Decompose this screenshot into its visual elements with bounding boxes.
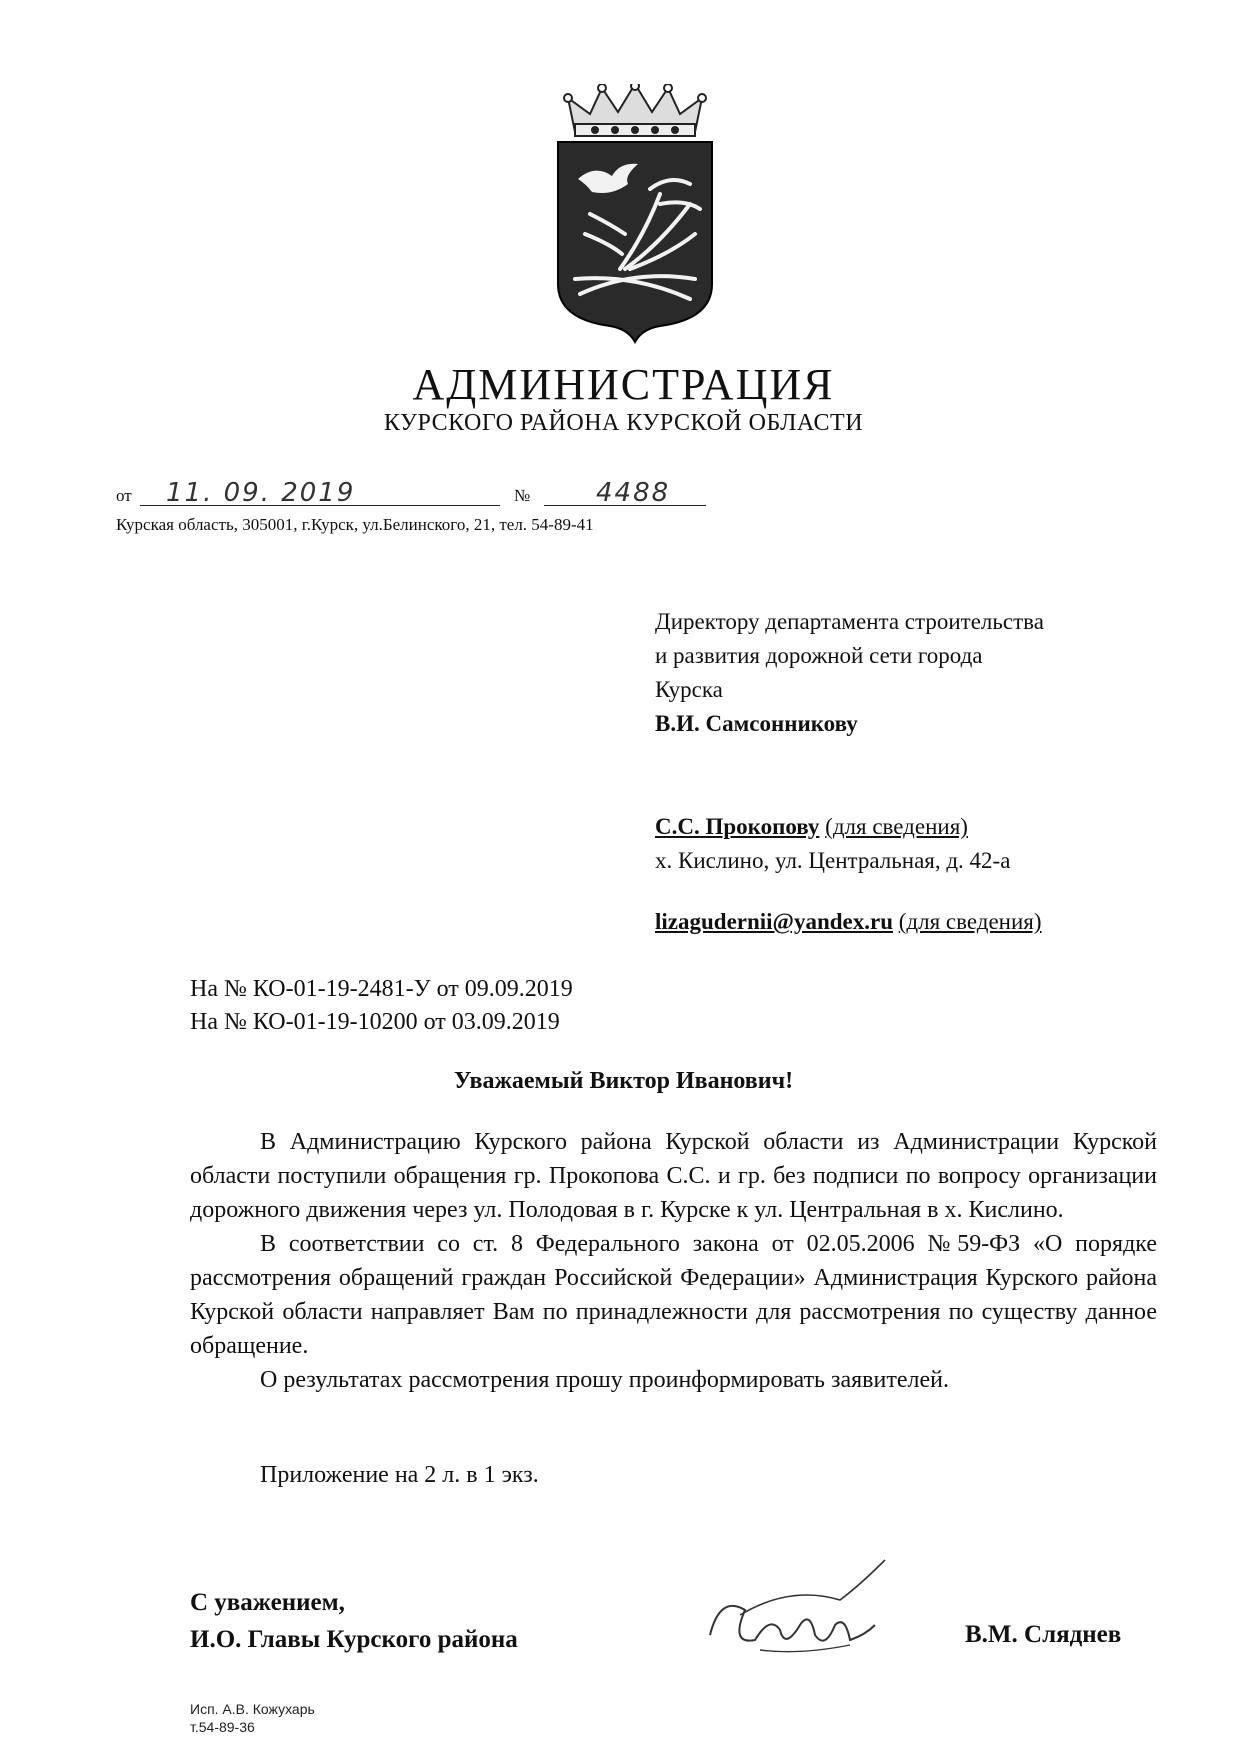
body-paragraph-3: О результатах рассмотрения прошу проинформировать заявителей. [260, 1367, 949, 1393]
reference-line-2: На № КО-01-19-10200 от 03.09.2019 [190, 1009, 560, 1035]
registration-line [116, 478, 706, 512]
body-paragraph-1: В Администрацию Курского района Курской области из Администрации Курской области поступили обращения гр. Прокопова С.С. и гр. без подписи по вопросу организации дорожного движения через ул. Полодовая в г. Курске к ул. Центральная в х. Кислино. [190, 1129, 1157, 1223]
copy-recipient-1 [655, 810, 1010, 878]
annex-note: Приложение на 2 л. в 1 экз. [260, 1462, 539, 1488]
number-label: № [514, 486, 531, 505]
executor-name: Исп. А.В. Кожухарь [190, 1701, 315, 1717]
signatory-position: И.О. Главы Курского района [190, 1626, 518, 1653]
copy1-note: (для сведения) [825, 814, 968, 839]
organization-subtitle: КУРСКОГО РАЙОНА КУРСКОЙ ОБЛАСТИ [383, 410, 864, 436]
copy2-email: lizagudernii@yandex.ru [655, 909, 893, 934]
copy2-note: (для сведения) [898, 909, 1042, 934]
copy1-address: х. Кислино, ул. Центральная, д. 42-а [655, 848, 1011, 873]
reference-numbers [190, 973, 573, 1039]
greeting: Уважаемый Виктор Иванович! [453, 1068, 794, 1094]
recipient-line-1: Директору департамента строительства [655, 609, 1044, 634]
executor-phone: т.54-89-36 [190, 1719, 255, 1735]
recipient-name: В.И. Самсонникову [655, 711, 858, 736]
organization-title: АДМИНИСТРАЦИЯ [412, 360, 835, 409]
reference-line-1: На № КО-01-19-2481-У от 09.09.2019 [190, 976, 573, 1002]
body-paragraph-2: В соответствии со ст. 8 Федерального закона от 02.05.2006 №59-ФЗ «О порядке рассмотрения обращений граждан Российской Федерации» Администрация Курского района Курской области направляет Вам по принадлежности для рассмотрения по существу данное обращение. [190, 1231, 1157, 1359]
executor-info [190, 1700, 315, 1736]
recipient-line-2: и развития дорожной сети города [655, 643, 983, 668]
handwritten-signature [700, 1555, 900, 1665]
letter-body [190, 1125, 1157, 1397]
organization-address: Курская область, 305001, г.Курск, ул.Белинского, 21, тел. 54-89-41 [116, 515, 594, 534]
date-handwritten: 11. 09. 2019 [166, 478, 356, 508]
copy1-name: С.С. Прокопову [655, 814, 820, 839]
signature-block [190, 1584, 518, 1658]
recipient-line-3: Курска [655, 677, 723, 702]
crown-icon [564, 84, 706, 136]
recipient-block [655, 605, 1044, 741]
coat-of-arms-emblem [550, 84, 720, 344]
copy-recipient-2 [655, 905, 1042, 939]
date-label: от [116, 486, 132, 505]
number-handwritten: 4488 [596, 478, 671, 508]
signatory-name: В.М. Сляднев [965, 1621, 1122, 1648]
shield-icon [558, 142, 712, 342]
closing-phrase: С уважением, [190, 1589, 345, 1616]
